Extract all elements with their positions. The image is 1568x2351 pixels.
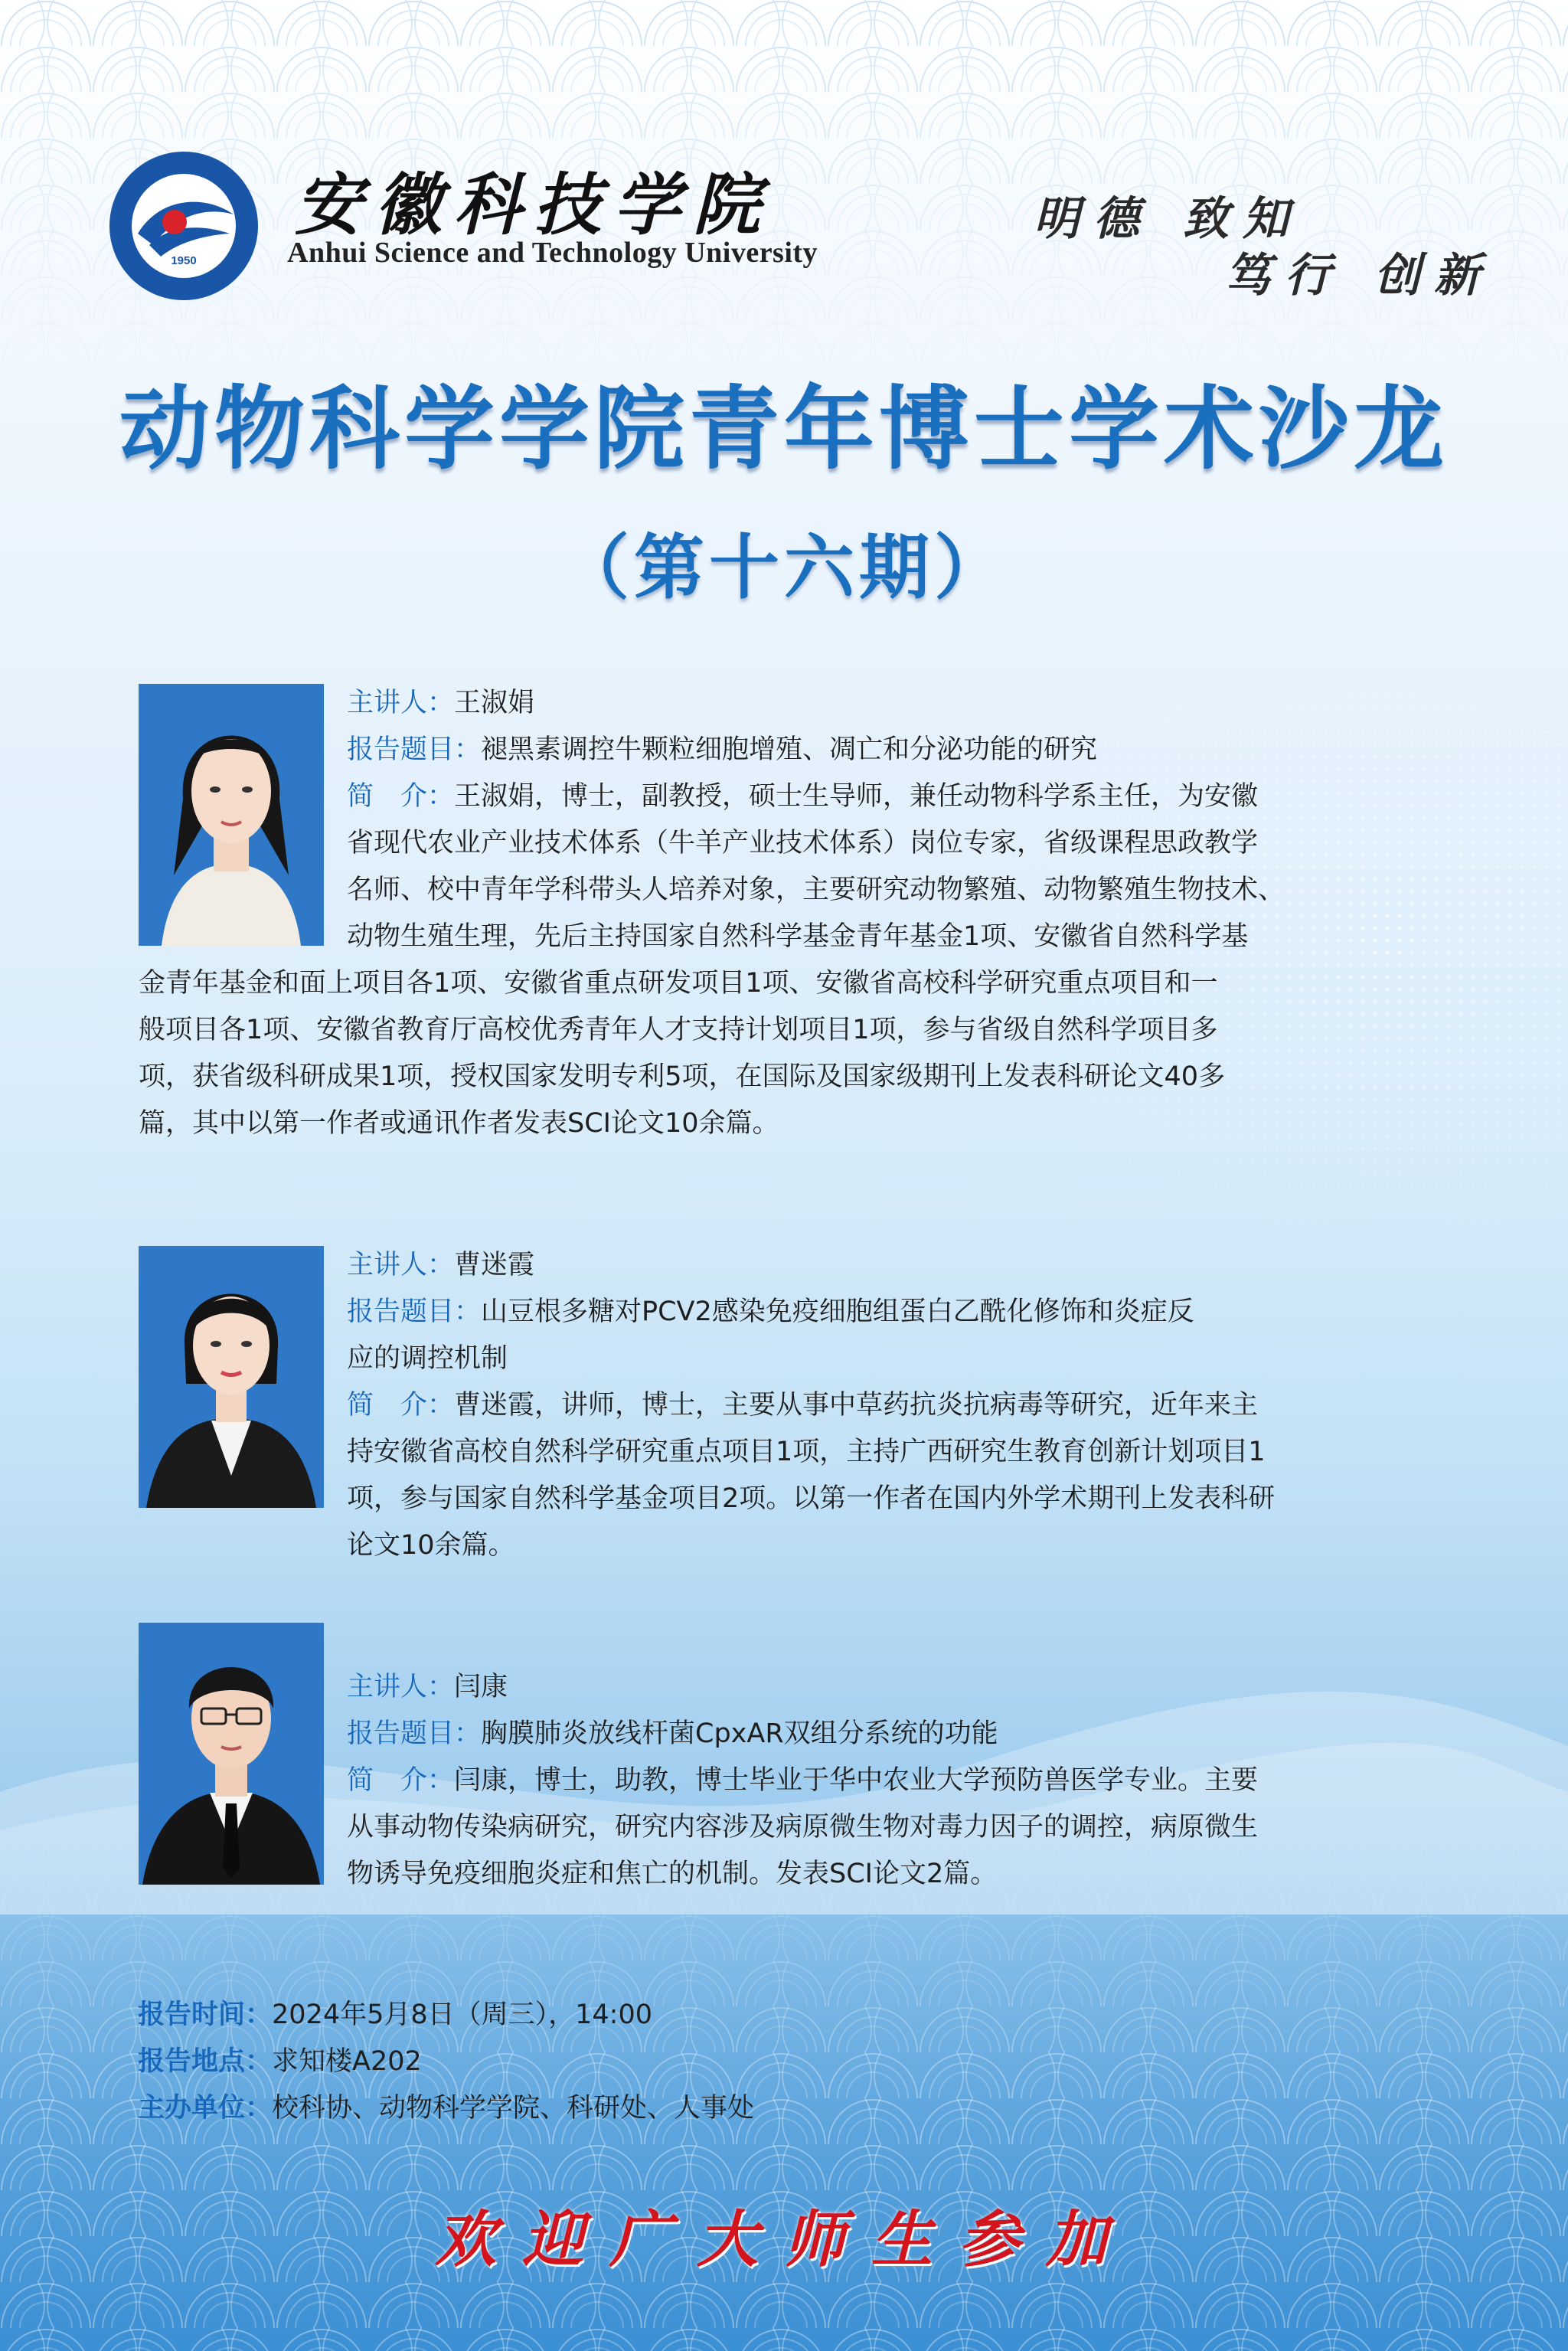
- intro-label: 简 介：: [347, 781, 455, 812]
- university-name-cn: 安徽科技学院: [295, 165, 773, 244]
- event-time: 2024年5月8日（周三），14:00: [272, 1999, 652, 2030]
- intro-label: 简 介：: [347, 1765, 455, 1796]
- speaker-1-intro-text: 名师、校中青年学科带头人培养对象，主要研究动物繁殖、动物繁殖生物技术、: [347, 875, 1285, 905]
- speaker-photo-3: [139, 1623, 324, 1885]
- speaker-3-intro-text: 从事动物传染病研究，研究内容涉及病原微生物对毒力因子的调控，病原微生: [347, 1812, 1259, 1843]
- speaker-2-intro-first: 曹迷霞，讲师，博士，主要从事中草药抗炎抗病毒等研究，近年来主: [454, 1390, 1259, 1421]
- university-logo: [107, 149, 260, 302]
- host-label: 主办单位：: [138, 2093, 273, 2124]
- motto-line-2: 笃行 创新: [1225, 249, 1494, 302]
- topic-label: 报告题目：: [347, 734, 482, 765]
- speaker-photo-1: [139, 684, 324, 946]
- intro-label: 简 介：: [347, 1390, 455, 1421]
- welcome-banner: 欢迎广大师生参加: [435, 2203, 1133, 2275]
- motto-line-1: 明德 致知: [1034, 192, 1302, 246]
- speaker-1-intro-text: 金青年基金和面上项目各1项、安徽省重点研发项目1项、安徽省高校科学研究重点项目和一: [139, 968, 1218, 999]
- speaker-1-intro-text: 动物生殖生理，先后主持国家自然科学基金青年基金1项、安徽省自然科学基: [347, 921, 1249, 952]
- logo-year: 1950: [171, 254, 197, 267]
- time-label: 报告时间：: [138, 1999, 273, 2030]
- event-place-line: [138, 2040, 422, 2078]
- speaker-2-name: 曹迷霞: [454, 1250, 535, 1280]
- speaker-1-intro-text: 般项目各1项、安徽省教育厅高校优秀青年人才支持计划项目1项，参与省级自然科学项目多: [139, 1015, 1218, 1045]
- speaker-2-topic: 山豆根多糖对PCV2感染免疫细胞组蛋白乙酰化修饰和炎症反: [481, 1296, 1194, 1327]
- speaker-1-topic: 褪黑素调控牛颗粒细胞增殖、凋亡和分泌功能的研究: [481, 734, 1098, 765]
- speaker-photo-2: [139, 1246, 324, 1508]
- speaker-2-intro-text: 项，参与国家自然科学基金项目2项。以第一作者在国内外学术期刊上发表科研: [347, 1483, 1276, 1514]
- speaker-label: 主讲人：: [347, 1250, 455, 1280]
- speaker-2-topic-line: [347, 1290, 1194, 1329]
- speaker-1-name-line: [347, 682, 534, 720]
- event-place: 求知楼A202: [272, 2046, 422, 2077]
- dot-globe-decoration: [903, 689, 1568, 1225]
- speaker-1-intro-text: 篇，其中以第一作者或通讯作者发表SCI论文10余篇。: [139, 1108, 779, 1139]
- speaker-2-name-line: [347, 1244, 534, 1282]
- speaker-2-topic-cont: 应的调控机制: [347, 1343, 508, 1374]
- speaker-3-name-line: [347, 1666, 508, 1704]
- speaker-3-topic: 胸膜肺炎放线杆菌CpxAR双组分系统的功能: [481, 1718, 998, 1749]
- speaker-1-name: 王淑娟: [454, 688, 535, 718]
- event-host: 校科协、动物科学学院、科研处、人事处: [272, 2093, 755, 2124]
- speaker-1-topic-line: [347, 728, 1097, 767]
- speaker-1-intro-text: 省现代农业产业技术体系（牛羊产业技术体系）岗位专家，省级课程思政教学: [347, 828, 1259, 858]
- event-host-line: [138, 2087, 754, 2125]
- speaker-1-intro-line: [347, 775, 1258, 813]
- university-name-en: Anhui Science and Technology University: [287, 237, 818, 269]
- speaker-3-intro-line: [347, 1759, 1258, 1797]
- speaker-2-intro-line: [347, 1384, 1258, 1422]
- place-label: 报告地点：: [138, 2046, 273, 2077]
- speaker-3-topic-line: [347, 1712, 998, 1751]
- speaker-label: 主讲人：: [347, 688, 455, 718]
- issue-number: （第十六期）: [558, 526, 1009, 609]
- speaker-2-intro-text: 持安徽省高校自然科学研究重点项目1项，主持广西研究生教育创新计划项目1: [347, 1437, 1266, 1467]
- poster-title: 动物科学学院青年博士学术沙龙: [119, 376, 1449, 482]
- speaker-3-intro-text: 物诱导免疫细胞炎症和焦亡的机制。发表SCI论文2篇。: [347, 1859, 998, 1889]
- speaker-1-intro-first: 王淑娟，博士，副教授，硕士生导师，兼任动物科学系主任，为安徽: [454, 781, 1259, 812]
- speaker-1-intro-text: 项，获省级科研成果1项，授权国家发明专利5项，在国际及国家级期刊上发表科研论文40多: [139, 1061, 1226, 1092]
- topic-label: 报告题目：: [347, 1296, 482, 1327]
- speaker-3-intro-first: 闫康，博士，助教，博士毕业于华中农业大学预防兽医学专业。主要: [454, 1765, 1259, 1796]
- topic-label: 报告题目：: [347, 1718, 482, 1749]
- speaker-2-intro-text: 论文10余篇。: [347, 1530, 515, 1561]
- event-time-line: [138, 1993, 652, 2032]
- speaker-3-name: 闫康: [454, 1672, 508, 1702]
- speaker-label: 主讲人：: [347, 1672, 455, 1702]
